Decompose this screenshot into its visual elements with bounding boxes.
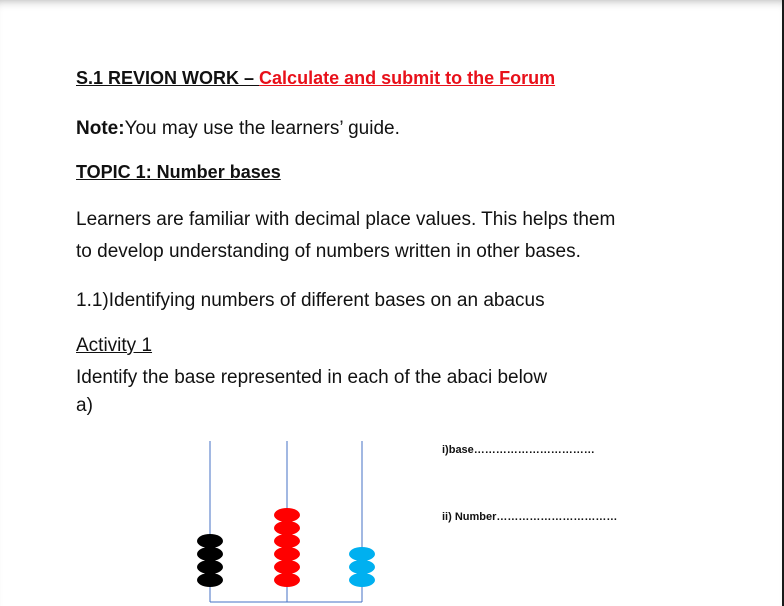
- activity-instruction: Identify the base represented in each of the abaci below: [76, 367, 548, 388]
- abacus-bead: [349, 547, 375, 561]
- subsection-heading: 1.1)Identifying numbers of different bases on an abacus: [76, 290, 545, 311]
- heading-highlight: Calculate and submit to the Forum: [259, 68, 556, 88]
- activity-title: Activity 1: [76, 335, 153, 356]
- paragraph-line: to develop understanding of numbers written in other bases.: [76, 241, 581, 262]
- abacus-bead: [274, 560, 300, 574]
- number-answer-label: ii) Number……………………………: [442, 511, 618, 523]
- part-label: a): [76, 395, 93, 416]
- base-answer-label: i)base……………………………: [442, 444, 595, 456]
- abacus-bead: [197, 547, 223, 561]
- abacus-bead: [274, 534, 300, 548]
- topic-heading: TOPIC 1: Number bases: [76, 162, 281, 182]
- note-line: [76, 114, 400, 143]
- worksheet-heading: [76, 64, 555, 93]
- heading-prefix: S.1 REVION WORK –: [76, 68, 260, 88]
- abacus-bead: [274, 547, 300, 561]
- abacus-bead: [274, 521, 300, 535]
- note-label: Note:: [76, 118, 125, 139]
- intro-paragraph: [76, 204, 615, 268]
- abacus-bead: [274, 573, 300, 587]
- abacus-bead: [197, 534, 223, 548]
- abacus-bead: [349, 560, 375, 574]
- paragraph-line: Learners are familiar with decimal place values. This helps them: [76, 209, 616, 230]
- abacus-bead: [349, 573, 375, 587]
- note-text: You may use the learners’ guide.: [124, 118, 400, 139]
- abacus-bead: [274, 508, 300, 522]
- abacus-bead: [197, 573, 223, 587]
- abacus-bead: [197, 560, 223, 574]
